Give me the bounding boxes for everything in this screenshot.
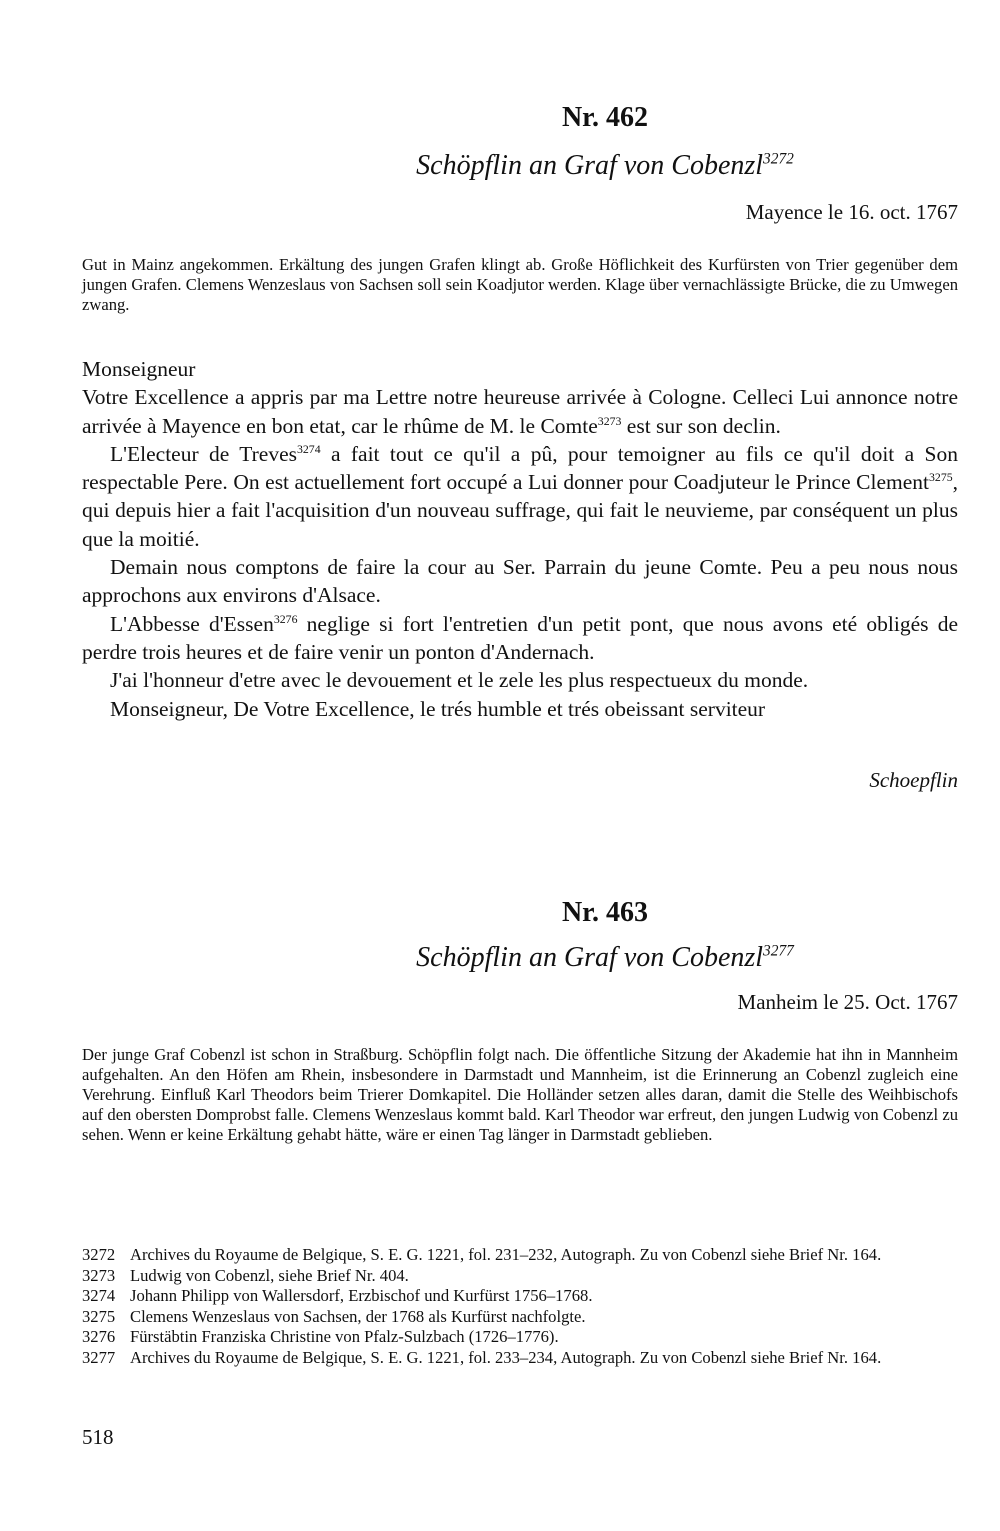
paragraph: Monseigneur, De Votre Excellence, le trés humble et trés obeissant serviteur <box>110 696 766 721</box>
footnote: 3276 Fürstäbtin Franziska Christine von Pfalz-Sulzbach (1726–1776). <box>82 1327 559 1346</box>
paragraph: L'Abbesse d'Essen$^{3276}$ neglige si fort l'entretien d'un petit pont, que nous avons eté obligés de perdre trois heures et de faire venir un ponton d'Andernach. <box>82 611 958 664</box>
footnote: 3275 Clemens Wenzeslaus von Sachsen, der 1768 als Kurfürst nachfolgte. <box>82 1306 586 1326</box>
footnote-ref: 3275 <box>929 470 953 485</box>
footnote-ref: 3276 <box>273 611 298 626</box>
signature: Schoepflin <box>869 768 958 792</box>
letter-title: Schöpflin an Graf von Cobenzl$^{3272}$ <box>416 150 794 181</box>
dateline: Manheim le 25. Oct. 1767 <box>737 990 958 1014</box>
paragraph: Votre Excellence a appris par ma Lettre notre heureuse arrivée à Cologne. Celleci Lui annonce notre arrivée à Mayence en bon etat, car le rhûme de M. le Comte$^{3273}$ est sur son declin. <box>82 385 958 438</box>
footnote: 3277 Archives du Royaume de Belgique, S. E. G. 1221, fol. 233–234, Autograph. Zu von Cobenzl siehe Brief Nr. 164. <box>82 1347 882 1367</box>
letter-summary: Der junge Graf Cobenzl ist schon in Straßburg. Schöpflin folgt nach. Die öffentliche Sitzung der Akademie hat ihn in Mannheim aufgehalten. An den Höfen am Rhein, insbesondere in Darmstadt und Mannheim, ist die Erinnerung an Cobenzl zugleich eine Verehrung. Einfluß Karl Theodors beim Trierer Domkapitel. Die Holländer setzen alles daran, damit die Stelle des Weihbischofs auf den obersten Domprobst falle. Clemens Wenzeslaus kommt bald. Karl Theodor war erfreut, den jungen Ludwig von Cobenzl zu sehen. Wenn er keine Erkältung gehabt hätte, wäre er einen Tag länger in Darmstadt geblieben. <box>82 1045 958 1144</box>
letter-number: Nr. 463 <box>561 897 649 928</box>
dateline: Mayence le 16. oct. 1767 <box>745 200 958 224</box>
letter-title: Schöpflin an Graf von Cobenzl$^{3277}$ <box>416 942 794 973</box>
letter-number: Nr. 462 <box>561 102 649 133</box>
footnote: 3274 Johann Philipp von Wallersdorf, Erzbischof und Kurfürst 1756–1768. <box>82 1286 593 1305</box>
footnote-ref: 3274 <box>296 441 321 456</box>
salutation: Monseigneur <box>82 357 196 381</box>
letter-body <box>82 355 958 723</box>
footnote-ref: 3272 <box>763 150 794 168</box>
footnote: 3272 Archives du Royaume de Belgique, S. E. G. 1221, fol. 231–232, Autograph. Zu von Cobenzl siehe Brief Nr. 164. <box>82 1245 882 1264</box>
paragraph: Demain nous comptons de faire la cour au Ser. Parrain du jeune Comte. Peu a peu nous nous approchons aux environs d'Alsace. <box>82 555 958 608</box>
paragraph: J'ai l'honneur d'etre avec le devouement et le zele les plus respectueux du monde. <box>110 668 809 693</box>
letter-summary: Gut in Mainz angekommen. Erkältung des jungen Grafen klingt ab. Große Höflichkeit des Kurfürsten von Trier gegenüber dem jungen Grafen. Clemens Wenzeslaus von Sachsen soll sein Koadjutor werden. Klage über vernachlässigte Brücke, die zu Umwegen zwang. <box>82 255 958 314</box>
page-number: 518 <box>82 1425 114 1449</box>
footnote: 3273 Ludwig von Cobenzl, siehe Brief Nr. 404. <box>82 1265 409 1285</box>
paragraph: L'Electeur de Treves$^{3274}$ a fait tout ce qu'il a pû, pour temoigner au fils ce qu'il doit a Son respectable Pere. On est actuellement fort occupé a Lui donner pour Coadjuteur le Prince Clement$^{3275}$, qui depuis hier a fait l'acquisition d'un nouveau suffrage, qui fait le neuvieme, par conséquent un plus que la moitié. <box>82 441 958 551</box>
footnote-ref: 3277 <box>763 942 794 960</box>
footnote-ref: 3273 <box>597 413 622 428</box>
footnotes <box>82 1245 958 1368</box>
